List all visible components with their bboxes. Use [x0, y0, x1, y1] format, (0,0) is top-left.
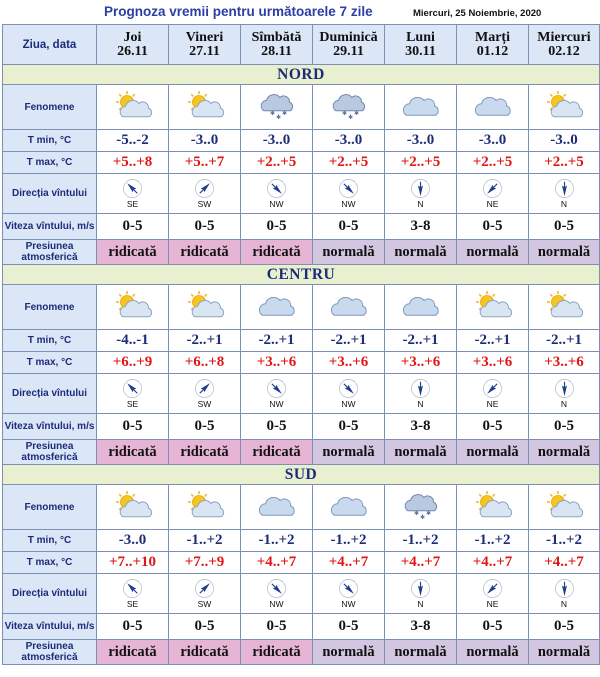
wind-arrow-icon	[266, 378, 287, 399]
wind-direction-label: N	[560, 199, 568, 209]
wind-direction-cell	[529, 374, 600, 414]
wind-arrow-icon	[410, 578, 431, 599]
phenomenon-cell	[241, 285, 313, 330]
day-date: 29.11	[333, 43, 364, 59]
wind-speed-value: 0-5	[169, 214, 241, 240]
wind-direction-label: SE	[126, 199, 139, 209]
row-label: T min, °C	[3, 330, 97, 352]
row-label: Viteza vîntului, m/s	[3, 414, 97, 440]
tmax-value: +3..+6	[241, 352, 313, 374]
wind-speed-row	[3, 214, 600, 240]
wind-direction-label: NW	[341, 199, 356, 209]
wind-speed-row	[3, 614, 600, 640]
sun-cloud-icon	[184, 91, 226, 123]
sun-cloud-icon	[112, 491, 154, 523]
phenomena-row	[3, 485, 600, 530]
tmax-row	[3, 352, 600, 374]
cloud-icon	[400, 291, 442, 323]
day-name: Joi	[123, 29, 142, 45]
wind-direction-cell	[529, 574, 600, 614]
wind-direction-label: NW	[269, 199, 284, 209]
row-label: Fenomene	[3, 485, 97, 530]
svg-text:✱: ✱	[341, 110, 347, 117]
svg-text:✱: ✱	[425, 510, 431, 517]
tmax-row	[3, 552, 600, 574]
svg-text:✱: ✱	[269, 110, 275, 117]
tmax-value: +6..+8	[169, 352, 241, 374]
wind-speed-row	[3, 414, 600, 440]
day-date: 27.11	[189, 43, 220, 59]
tmin-value: -3..0	[385, 130, 457, 152]
day-name: Miercuri	[537, 29, 591, 45]
pressure-value: normală	[385, 640, 457, 665]
tmax-value: +3..+6	[529, 352, 600, 374]
pressure-value: ridicată	[241, 640, 313, 665]
sun-cloud-icon	[543, 91, 585, 123]
wind-direction-cell	[385, 174, 457, 214]
pressure-value: ridicată	[241, 240, 313, 265]
tmax-value: +2..+5	[241, 152, 313, 174]
pressure-value: ridicată	[97, 240, 169, 265]
phenomenon-cell	[169, 85, 241, 130]
wind-direction-cell	[169, 574, 241, 614]
phenomenon-cell	[97, 485, 169, 530]
sun-cloud-icon	[112, 91, 154, 123]
wind-speed-value: 3-8	[385, 214, 457, 240]
wind-arrow-icon	[482, 578, 503, 599]
wind-speed-value: 0-5	[169, 414, 241, 440]
tmin-value: -2..+1	[385, 330, 457, 352]
forecast-table	[2, 24, 600, 665]
phenomenon-cell	[385, 85, 457, 130]
wind-direction-cell	[385, 574, 457, 614]
wind-direction	[313, 578, 384, 609]
tmax-value: +4..+7	[241, 552, 313, 574]
wind-speed-value: 0-5	[169, 614, 241, 640]
row-label: Presiunea atmosferică	[3, 240, 97, 265]
wind-speed-value: 0-5	[97, 214, 169, 240]
wind-direction	[169, 578, 240, 609]
row-label: T max, °C	[3, 152, 97, 174]
wind-speed-value: 0-5	[529, 214, 600, 240]
tmin-value: -3..0	[241, 130, 313, 152]
wind-direction-cell	[385, 374, 457, 414]
wind-speed-value: 0-5	[313, 414, 385, 440]
wind-direction-label: N	[560, 399, 568, 409]
wind-speed-value: 0-5	[313, 214, 385, 240]
day-name: Duminică	[319, 29, 378, 45]
pressure-value: ridicată	[97, 440, 169, 465]
day-header	[169, 25, 241, 65]
row-label: Direcția vîntului	[3, 574, 97, 614]
day-name: Vineri	[185, 29, 224, 45]
day-header	[529, 25, 600, 65]
tmin-value: -1..+2	[457, 530, 529, 552]
wind-direction-label: SW	[197, 599, 212, 609]
phenomenon-cell	[97, 85, 169, 130]
wind-direction-cell	[529, 174, 600, 214]
row-label: Direcția vîntului	[3, 174, 97, 214]
sun-cloud-icon	[472, 491, 514, 523]
tmin-value: -2..+1	[313, 330, 385, 352]
day-date: 28.11	[261, 43, 292, 59]
day-name: Luni	[406, 29, 435, 45]
sun-cloud-icon	[543, 291, 585, 323]
wind-direction	[385, 178, 456, 209]
row-label: T max, °C	[3, 352, 97, 374]
wind-direction-cell	[313, 574, 385, 614]
sun-cloud-icon	[112, 291, 154, 323]
wind-arrow-icon	[410, 178, 431, 199]
sun-cloud-icon	[543, 491, 585, 523]
svg-text:✱: ✱	[413, 510, 419, 517]
wind-direction	[529, 578, 599, 609]
wind-direction-cell	[241, 574, 313, 614]
tmin-value: -3..0	[97, 530, 169, 552]
row-label: Presiunea atmosferică	[3, 440, 97, 465]
pressure-value: normală	[529, 640, 600, 665]
pressure-value: ridicată	[97, 640, 169, 665]
day-header	[241, 25, 313, 65]
tmin-value: -1..+2	[313, 530, 385, 552]
day-name: Marți	[475, 29, 510, 45]
wind-direction	[97, 578, 168, 609]
phenomenon-cell	[457, 485, 529, 530]
wind-direction-label: N	[560, 599, 568, 609]
pressure-value: normală	[385, 440, 457, 465]
svg-text:✱: ✱	[419, 514, 425, 521]
wind-arrow-icon	[482, 178, 503, 199]
wind-arrow-icon	[338, 578, 359, 599]
wind-speed-value: 0-5	[529, 614, 600, 640]
tmin-value: -2..+1	[241, 330, 313, 352]
wind-speed-value: 0-5	[313, 614, 385, 640]
tmin-value: -4..-1	[97, 330, 169, 352]
wind-direction	[241, 578, 312, 609]
phenomenon-cell	[313, 85, 385, 130]
wind-direction-label: SW	[197, 199, 212, 209]
wind-direction-cell	[97, 374, 169, 414]
tmax-value: +3..+6	[385, 352, 457, 374]
tmin-value: -2..+1	[457, 330, 529, 352]
region-name: NORD	[3, 65, 600, 85]
wind-direction-row	[3, 574, 600, 614]
wind-arrow-icon	[266, 178, 287, 199]
row-label: Presiunea atmosferică	[3, 640, 97, 665]
pressure-row	[3, 640, 600, 665]
tmin-value: -2..+1	[169, 330, 241, 352]
wind-direction	[385, 578, 456, 609]
cloud-icon	[472, 91, 514, 123]
cloud-snow-icon	[256, 91, 298, 123]
wind-speed-value: 0-5	[97, 414, 169, 440]
tmin-value: -3..0	[529, 130, 600, 152]
tmin-value: -1..+2	[241, 530, 313, 552]
row-label: Fenomene	[3, 285, 97, 330]
tmax-value: +4..+7	[385, 552, 457, 574]
wind-arrow-icon	[338, 378, 359, 399]
wind-speed-value: 0-5	[97, 614, 169, 640]
pressure-value: normală	[313, 240, 385, 265]
tmin-value: -1..+2	[385, 530, 457, 552]
wind-direction-cell	[241, 374, 313, 414]
phenomenon-cell	[169, 485, 241, 530]
phenomenon-cell	[169, 285, 241, 330]
tmax-row	[3, 152, 600, 174]
tmin-value: -2..+1	[529, 330, 600, 352]
wind-direction-row	[3, 374, 600, 414]
wind-direction	[241, 378, 312, 409]
tmax-value: +3..+6	[457, 352, 529, 374]
tmin-value: -3..0	[169, 130, 241, 152]
phenomenon-cell	[313, 485, 385, 530]
row-label: Viteza vîntului, m/s	[3, 614, 97, 640]
page-header	[0, 0, 600, 24]
wind-direction	[169, 378, 240, 409]
sun-cloud-icon	[184, 491, 226, 523]
wind-arrow-icon	[194, 578, 215, 599]
wind-arrow-icon	[266, 578, 287, 599]
pressure-value: normală	[529, 240, 600, 265]
wind-direction-label: NW	[269, 399, 284, 409]
cloud-icon	[328, 291, 370, 323]
wind-speed-value: 3-8	[385, 614, 457, 640]
wind-direction-label: NE	[486, 399, 499, 409]
day-date: 01.12	[476, 43, 509, 59]
issue-date: Miercuri, 25 Noiembrie, 2020	[413, 8, 542, 19]
wind-direction-label: N	[417, 599, 424, 609]
wind-direction-label: SW	[197, 399, 212, 409]
phenomena-row	[3, 285, 600, 330]
wind-direction	[241, 178, 312, 209]
pressure-value: normală	[313, 440, 385, 465]
tmax-value: +2..+5	[313, 152, 385, 174]
wind-arrow-icon	[122, 378, 143, 399]
phenomenon-cell	[529, 85, 600, 130]
tmax-value: +2..+5	[457, 152, 529, 174]
cloud-snow-icon	[328, 91, 370, 123]
wind-direction-label: N	[417, 199, 424, 209]
wind-direction	[385, 378, 456, 409]
phenomenon-cell	[385, 285, 457, 330]
wind-direction-cell	[457, 174, 529, 214]
wind-speed-value: 3-8	[385, 414, 457, 440]
cloud-icon	[328, 491, 370, 523]
tmin-value: -1..+2	[529, 530, 600, 552]
pressure-row	[3, 240, 600, 265]
phenomenon-cell	[529, 485, 600, 530]
row-label: Viteza vîntului, m/s	[3, 214, 97, 240]
pressure-value: ridicată	[169, 240, 241, 265]
tmin-row	[3, 530, 600, 552]
wind-direction-label: SE	[126, 399, 139, 409]
region-header-row	[3, 65, 600, 85]
day-header-row	[3, 25, 600, 65]
pressure-value: ridicată	[169, 440, 241, 465]
pressure-value: normală	[457, 240, 529, 265]
tmin-value: -3..0	[313, 130, 385, 152]
wind-arrow-icon	[554, 578, 575, 599]
day-date: 26.11	[117, 43, 148, 59]
phenomenon-cell	[241, 485, 313, 530]
wind-direction	[169, 178, 240, 209]
pressure-row	[3, 440, 600, 465]
cloud-icon	[256, 291, 298, 323]
pressure-value: ridicată	[169, 640, 241, 665]
pressure-value: normală	[457, 640, 529, 665]
day-date: 30.11	[405, 43, 436, 59]
svg-text:✱: ✱	[353, 110, 359, 117]
day-date: 02.12	[548, 43, 580, 59]
phenomenon-cell	[385, 485, 457, 530]
phenomenon-cell	[97, 285, 169, 330]
tmin-value: -1..+2	[169, 530, 241, 552]
wind-direction	[457, 178, 528, 209]
wind-arrow-icon	[338, 178, 359, 199]
pressure-value: normală	[529, 440, 600, 465]
region-header-row	[3, 265, 600, 285]
wind-arrow-icon	[554, 378, 575, 399]
row-label: Fenomene	[3, 85, 97, 130]
day-name: Sîmbătă	[251, 29, 302, 45]
cloud-icon	[400, 91, 442, 123]
tmax-value: +2..+5	[385, 152, 457, 174]
tmax-value: +5..+7	[169, 152, 241, 174]
pressure-value: normală	[385, 240, 457, 265]
wind-direction-cell	[97, 174, 169, 214]
region-name: SUD	[3, 465, 600, 485]
tmax-value: +3..+6	[313, 352, 385, 374]
wind-direction-label: NW	[341, 599, 356, 609]
phenomenon-cell	[529, 285, 600, 330]
phenomenon-cell	[241, 85, 313, 130]
svg-text:✱: ✱	[275, 114, 281, 121]
wind-speed-value: 0-5	[241, 614, 313, 640]
header-label: Ziua, data	[3, 25, 97, 65]
row-label: T min, °C	[3, 530, 97, 552]
phenomenon-cell	[457, 285, 529, 330]
wind-speed-value: 0-5	[457, 214, 529, 240]
cloud-icon	[256, 491, 298, 523]
pressure-value: ridicată	[241, 440, 313, 465]
wind-direction-label: NE	[486, 599, 499, 609]
wind-direction-cell	[313, 174, 385, 214]
wind-direction-cell	[169, 174, 241, 214]
wind-direction-cell	[313, 374, 385, 414]
day-header	[457, 25, 529, 65]
pressure-value: normală	[457, 440, 529, 465]
row-label: T min, °C	[3, 130, 97, 152]
wind-arrow-icon	[194, 178, 215, 199]
wind-direction-cell	[457, 374, 529, 414]
tmax-value: +2..+5	[529, 152, 600, 174]
phenomena-row	[3, 85, 600, 130]
wind-direction-label: NE	[486, 199, 499, 209]
wind-arrow-icon	[554, 178, 575, 199]
phenomenon-cell	[313, 285, 385, 330]
tmin-row	[3, 130, 600, 152]
row-label: T max, °C	[3, 552, 97, 574]
wind-direction	[97, 378, 168, 409]
wind-arrow-icon	[122, 178, 143, 199]
tmax-value: +4..+7	[529, 552, 600, 574]
tmax-value: +7..+9	[169, 552, 241, 574]
tmax-value: +6..+9	[97, 352, 169, 374]
pressure-value: normală	[313, 640, 385, 665]
day-header	[313, 25, 385, 65]
wind-direction	[457, 378, 528, 409]
wind-direction-cell	[457, 574, 529, 614]
wind-direction	[313, 378, 384, 409]
wind-arrow-icon	[482, 378, 503, 399]
wind-direction-label: NW	[269, 599, 284, 609]
day-header	[385, 25, 457, 65]
wind-direction-label: N	[417, 399, 424, 409]
wind-direction	[97, 178, 168, 209]
wind-direction-label: NW	[341, 399, 356, 409]
wind-direction	[313, 178, 384, 209]
svg-text:✱: ✱	[281, 110, 287, 117]
wind-speed-value: 0-5	[241, 414, 313, 440]
cloud-snow-icon	[400, 491, 442, 523]
tmax-value: +7..+10	[97, 552, 169, 574]
tmin-value: -5..-2	[97, 130, 169, 152]
wind-speed-value: 0-5	[457, 614, 529, 640]
wind-arrow-icon	[194, 378, 215, 399]
wind-speed-value: 0-5	[529, 414, 600, 440]
tmin-row	[3, 330, 600, 352]
wind-arrow-icon	[122, 578, 143, 599]
sun-cloud-icon	[184, 291, 226, 323]
wind-arrow-icon	[410, 378, 431, 399]
wind-speed-value: 0-5	[241, 214, 313, 240]
tmax-value: +4..+7	[457, 552, 529, 574]
page-title: Prognoza vremii pentru următoarele 7 zile	[104, 4, 373, 19]
tmax-value: +5..+8	[97, 152, 169, 174]
region-name: CENTRU	[3, 265, 600, 285]
wind-direction-cell	[97, 574, 169, 614]
svg-text:✱: ✱	[347, 114, 353, 121]
tmax-value: +4..+7	[313, 552, 385, 574]
day-header	[97, 25, 169, 65]
phenomenon-cell	[457, 85, 529, 130]
wind-direction	[529, 378, 599, 409]
wind-direction-cell	[241, 174, 313, 214]
wind-direction-row	[3, 174, 600, 214]
wind-speed-value: 0-5	[457, 414, 529, 440]
wind-direction-label: SE	[126, 599, 139, 609]
tmin-value: -3..0	[457, 130, 529, 152]
row-label: Direcția vîntului	[3, 374, 97, 414]
wind-direction	[457, 578, 528, 609]
wind-direction-cell	[169, 374, 241, 414]
wind-direction	[529, 178, 599, 209]
region-header-row	[3, 465, 600, 485]
sun-cloud-icon	[472, 291, 514, 323]
